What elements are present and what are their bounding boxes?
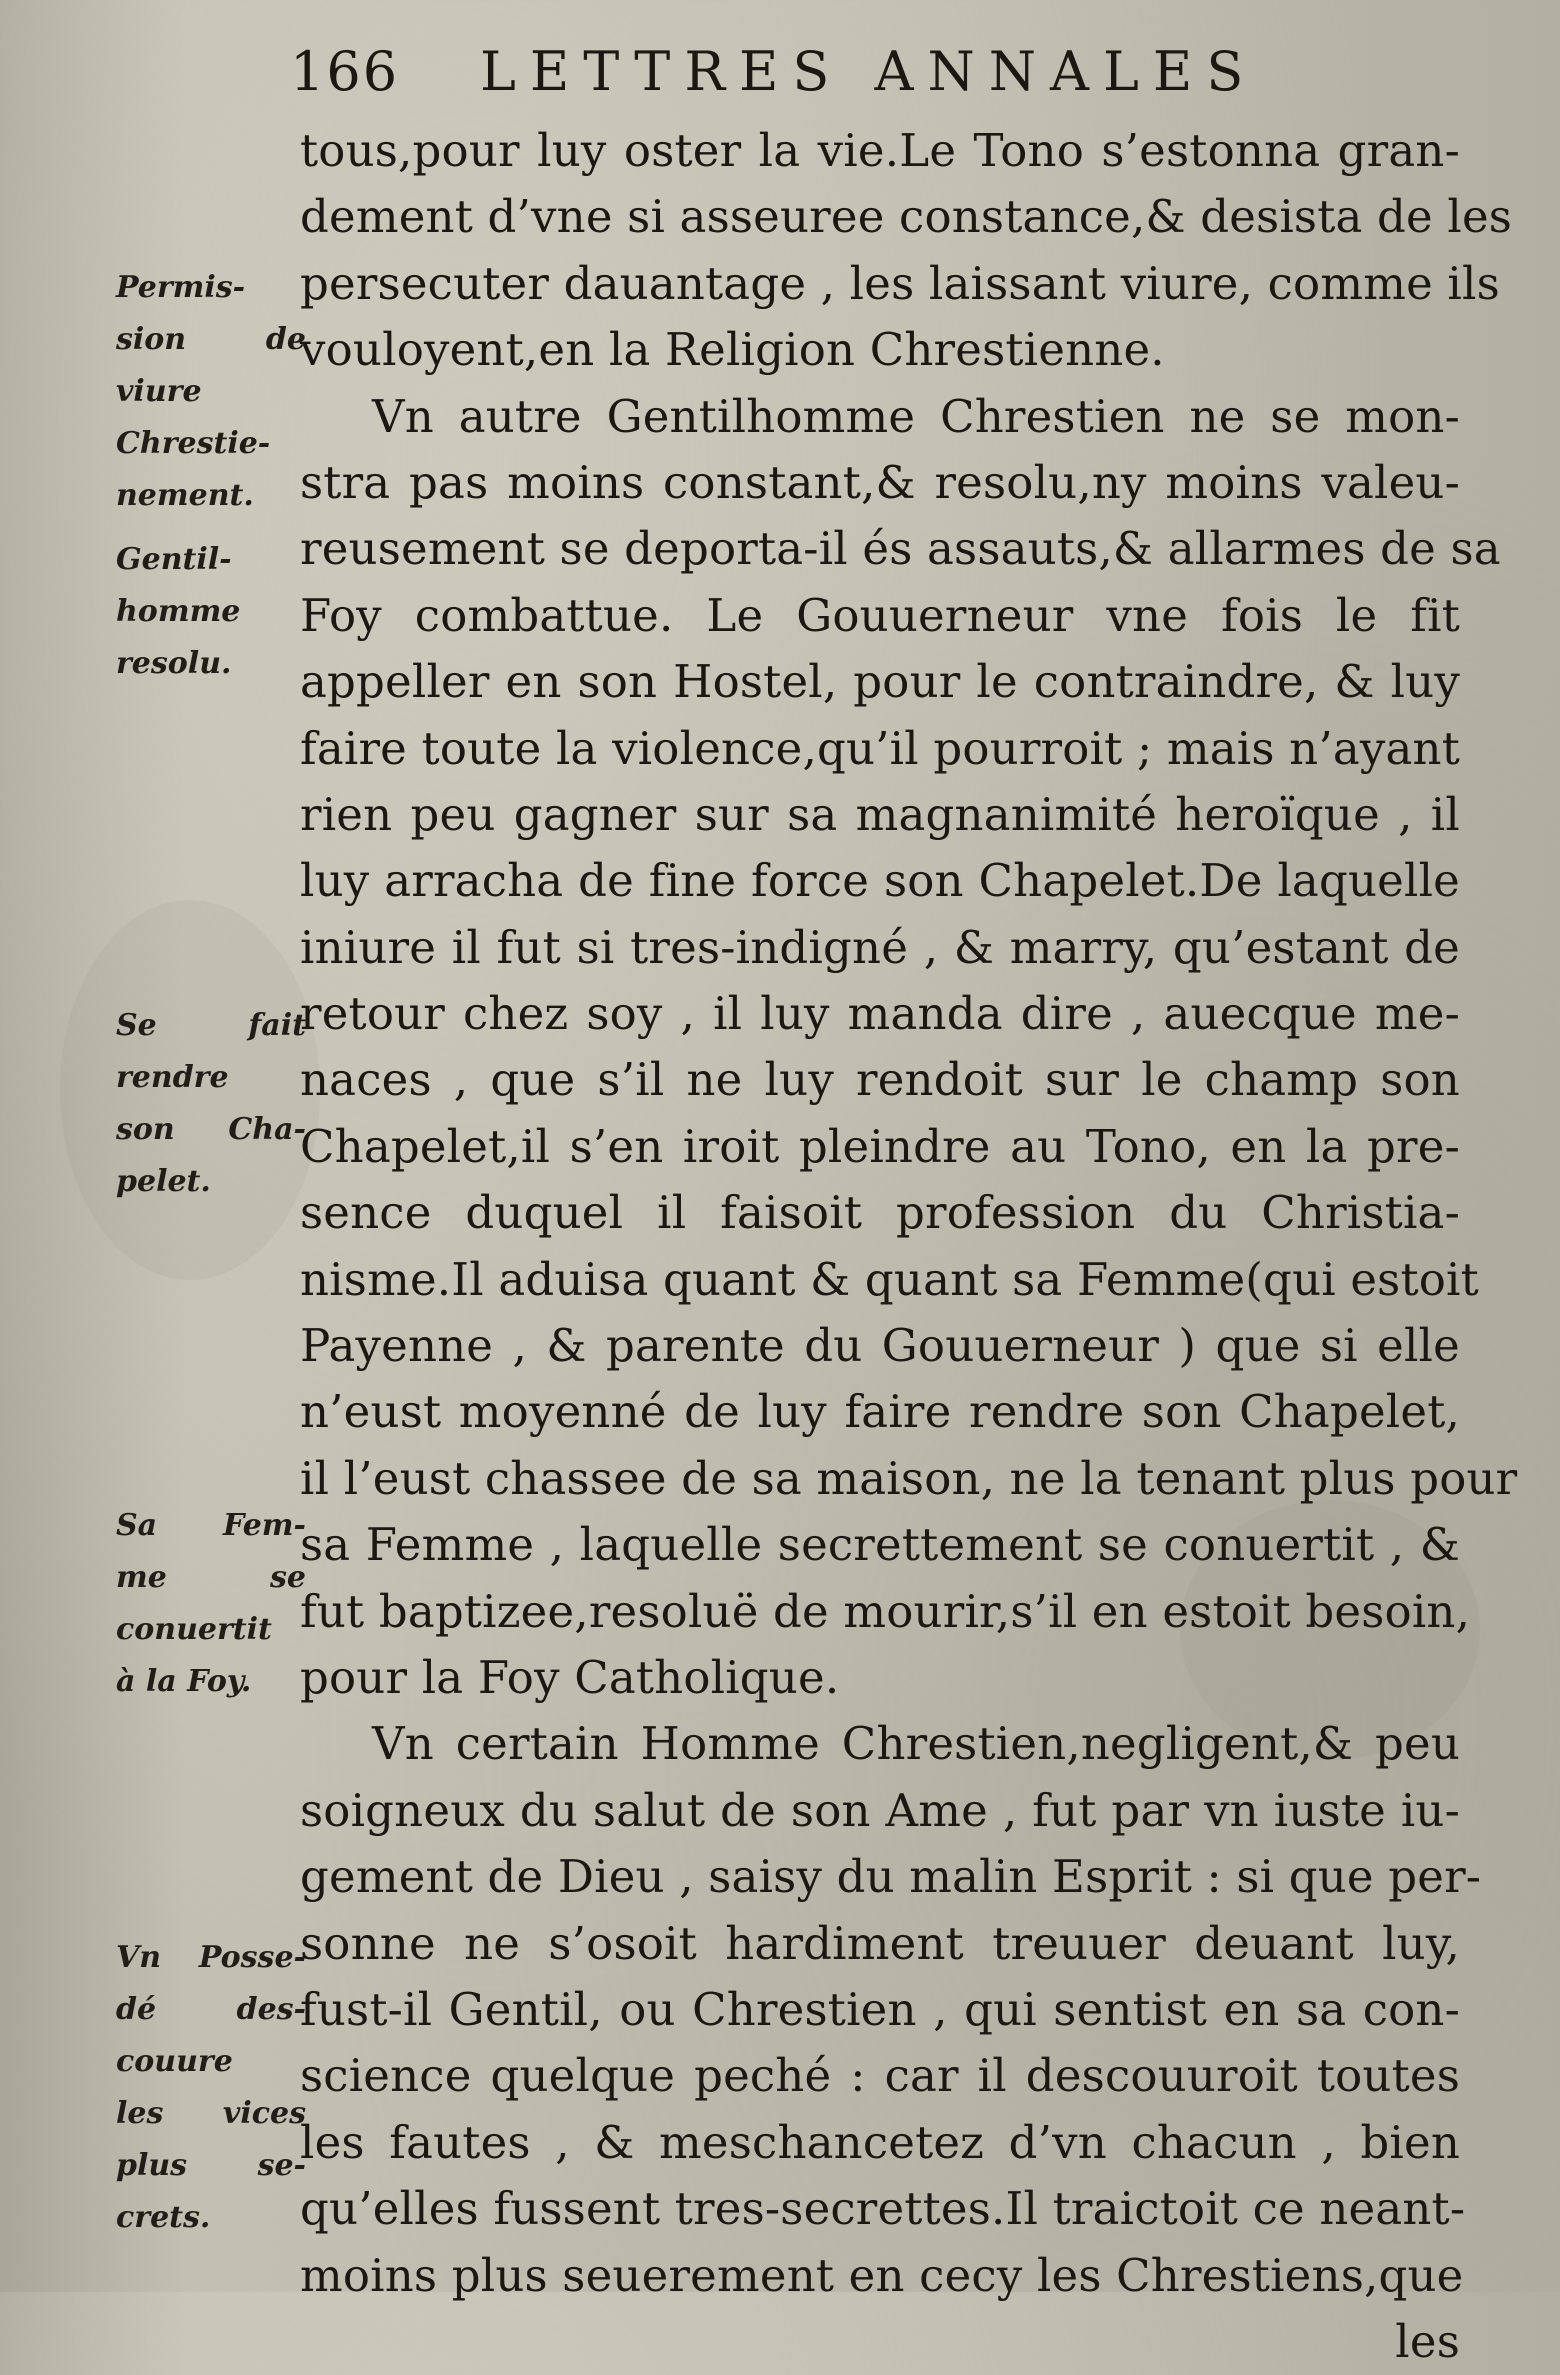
text-line: dement d’vne si asseuree constance,& desista de les bbox=[300, 190, 1513, 244]
text-line: sonne ne s’osoit hardiment treuuer deuant luy, bbox=[300, 1916, 1460, 1970]
margin-note-line: sion de bbox=[116, 322, 306, 357]
margin-note-line: crets. bbox=[116, 2200, 211, 2235]
margin-note-line: Vn Posse- bbox=[116, 1940, 306, 1975]
text-line: fut baptizee,resoluë de mourir,s’il en estoit besoin, bbox=[300, 1584, 1471, 1638]
margin-note bbox=[116, 1932, 306, 2244]
margin-note-line: Gentil- bbox=[116, 542, 232, 577]
margin-note-line: dé des- bbox=[116, 1992, 306, 2027]
text-line: science quelque peché : car il descouuroit toutes bbox=[300, 2049, 1460, 2103]
text-line: il l’eust chassee de sa maison, ne la tenant plus pour bbox=[300, 1451, 1518, 1505]
text-line: persecuter dauantage , les laissant viure, comme ils bbox=[300, 256, 1500, 310]
text-line: vouloyent,en la Religion Chrestienne. bbox=[300, 323, 1165, 377]
running-title: LETTRES ANNALES bbox=[480, 40, 1258, 103]
margin-note-line: rendre bbox=[116, 1060, 229, 1095]
margin-note-line: Chrestie- bbox=[116, 426, 271, 461]
text-line: n’eust moyenné de luy faire rendre son Chapelet, bbox=[300, 1385, 1460, 1439]
text-line: Foy combattue. Le Gouuerneur vne fois le fit bbox=[300, 588, 1460, 642]
margin-note-line: Permis- bbox=[116, 270, 246, 305]
margin-note-line: viure bbox=[116, 374, 202, 409]
text-line: Vn autre Gentilhomme Chrestien ne se mon- bbox=[372, 389, 1460, 443]
margin-note-line: Sa Fem- bbox=[116, 1508, 306, 1543]
text-line: les fautes , & meschancetez d’vn chacun , bien bbox=[300, 2115, 1460, 2169]
margin-note-line: couure bbox=[116, 2044, 233, 2079]
text-line: soigneux du salut de son Ame , fut par vn iuste iu- bbox=[300, 1783, 1460, 1837]
margin-note-line: me se bbox=[116, 1560, 306, 1595]
margin-note-line: plus se- bbox=[116, 2148, 306, 2183]
text-line: Vn certain Homme Chrestien,negligent,& peu bbox=[372, 1717, 1460, 1771]
margin-note-line: les vices bbox=[116, 2096, 306, 2131]
text-line: naces , que s’il ne luy rendoit sur le champ son bbox=[300, 1053, 1460, 1107]
margin-note bbox=[116, 262, 306, 522]
text-line: sa Femme , laquelle secrettement se conuertit , & bbox=[300, 1518, 1460, 1572]
text-line: tous,pour luy oster la vie.Le Tono s’estonna gran- bbox=[300, 124, 1460, 177]
margin-note-line: Se fait bbox=[116, 1008, 306, 1043]
text-line: gement de Dieu , saisy du malin Esprit : si que per- bbox=[300, 1850, 1482, 1904]
text-line: nisme.Il aduisa quant & quant sa Femme(qui estoit bbox=[300, 1252, 1479, 1306]
text-line: Chapelet,il s’en iroit pleindre au Tono, en la pre- bbox=[300, 1119, 1460, 1173]
text-line: iniure il fut si tres-indigné , & marry, qu’estant de bbox=[300, 920, 1460, 974]
margin-note bbox=[116, 534, 306, 690]
text-line: retour chez soy , il luy manda dire , auecque me- bbox=[300, 987, 1460, 1041]
margin-note bbox=[116, 1000, 306, 1208]
text-line: moins plus seuerement en cecy les Chrestiens,que bbox=[300, 2248, 1464, 2302]
text-line: appeller en son Hostel, pour le contraindre, & luy bbox=[300, 655, 1460, 709]
text-line: pour la Foy Catholique. bbox=[300, 1650, 840, 1704]
page-number: 166 bbox=[290, 40, 400, 103]
margin-note bbox=[116, 1500, 306, 1708]
page-header bbox=[290, 40, 1290, 110]
text-line: qu’elles fussent tres-secrettes.Il traictoit ce neant- bbox=[300, 2182, 1466, 2236]
margin-note-line: resolu. bbox=[116, 646, 232, 681]
margin-note-line: pelet. bbox=[116, 1164, 211, 1199]
margin-note-line: conuertit bbox=[116, 1612, 272, 1647]
text-line: stra pas moins constant,& resolu,ny moins valeu- bbox=[300, 455, 1460, 509]
margin-note-line: homme bbox=[116, 594, 241, 629]
text-line: Payenne , & parente du Gouuerneur ) que si elle bbox=[300, 1319, 1460, 1373]
text-line: rien peu gagner sur sa magnanimité heroïque , il bbox=[300, 787, 1460, 841]
margin-note-line: son Cha- bbox=[116, 1112, 306, 1147]
body-text bbox=[300, 118, 1518, 2375]
text-line: reusement se deporta-il és assauts,& allarmes de sa bbox=[300, 522, 1501, 576]
text-line: faire toute la violence,qu’il pourroit ; mais n’ayant bbox=[300, 721, 1460, 775]
margin-note-line: nement. bbox=[116, 478, 254, 513]
margin-note-line: à la Foy. bbox=[116, 1664, 252, 1699]
text-line: fust-il Gentil, ou Chrestien , qui sentist en sa con- bbox=[300, 1982, 1460, 2036]
text-line: les bbox=[1395, 2314, 1460, 2368]
text-line: luy arracha de fine force son Chapelet.De laquelle bbox=[300, 854, 1460, 908]
text-line: sence duquel il faisoit profession du Christia- bbox=[300, 1186, 1460, 1240]
